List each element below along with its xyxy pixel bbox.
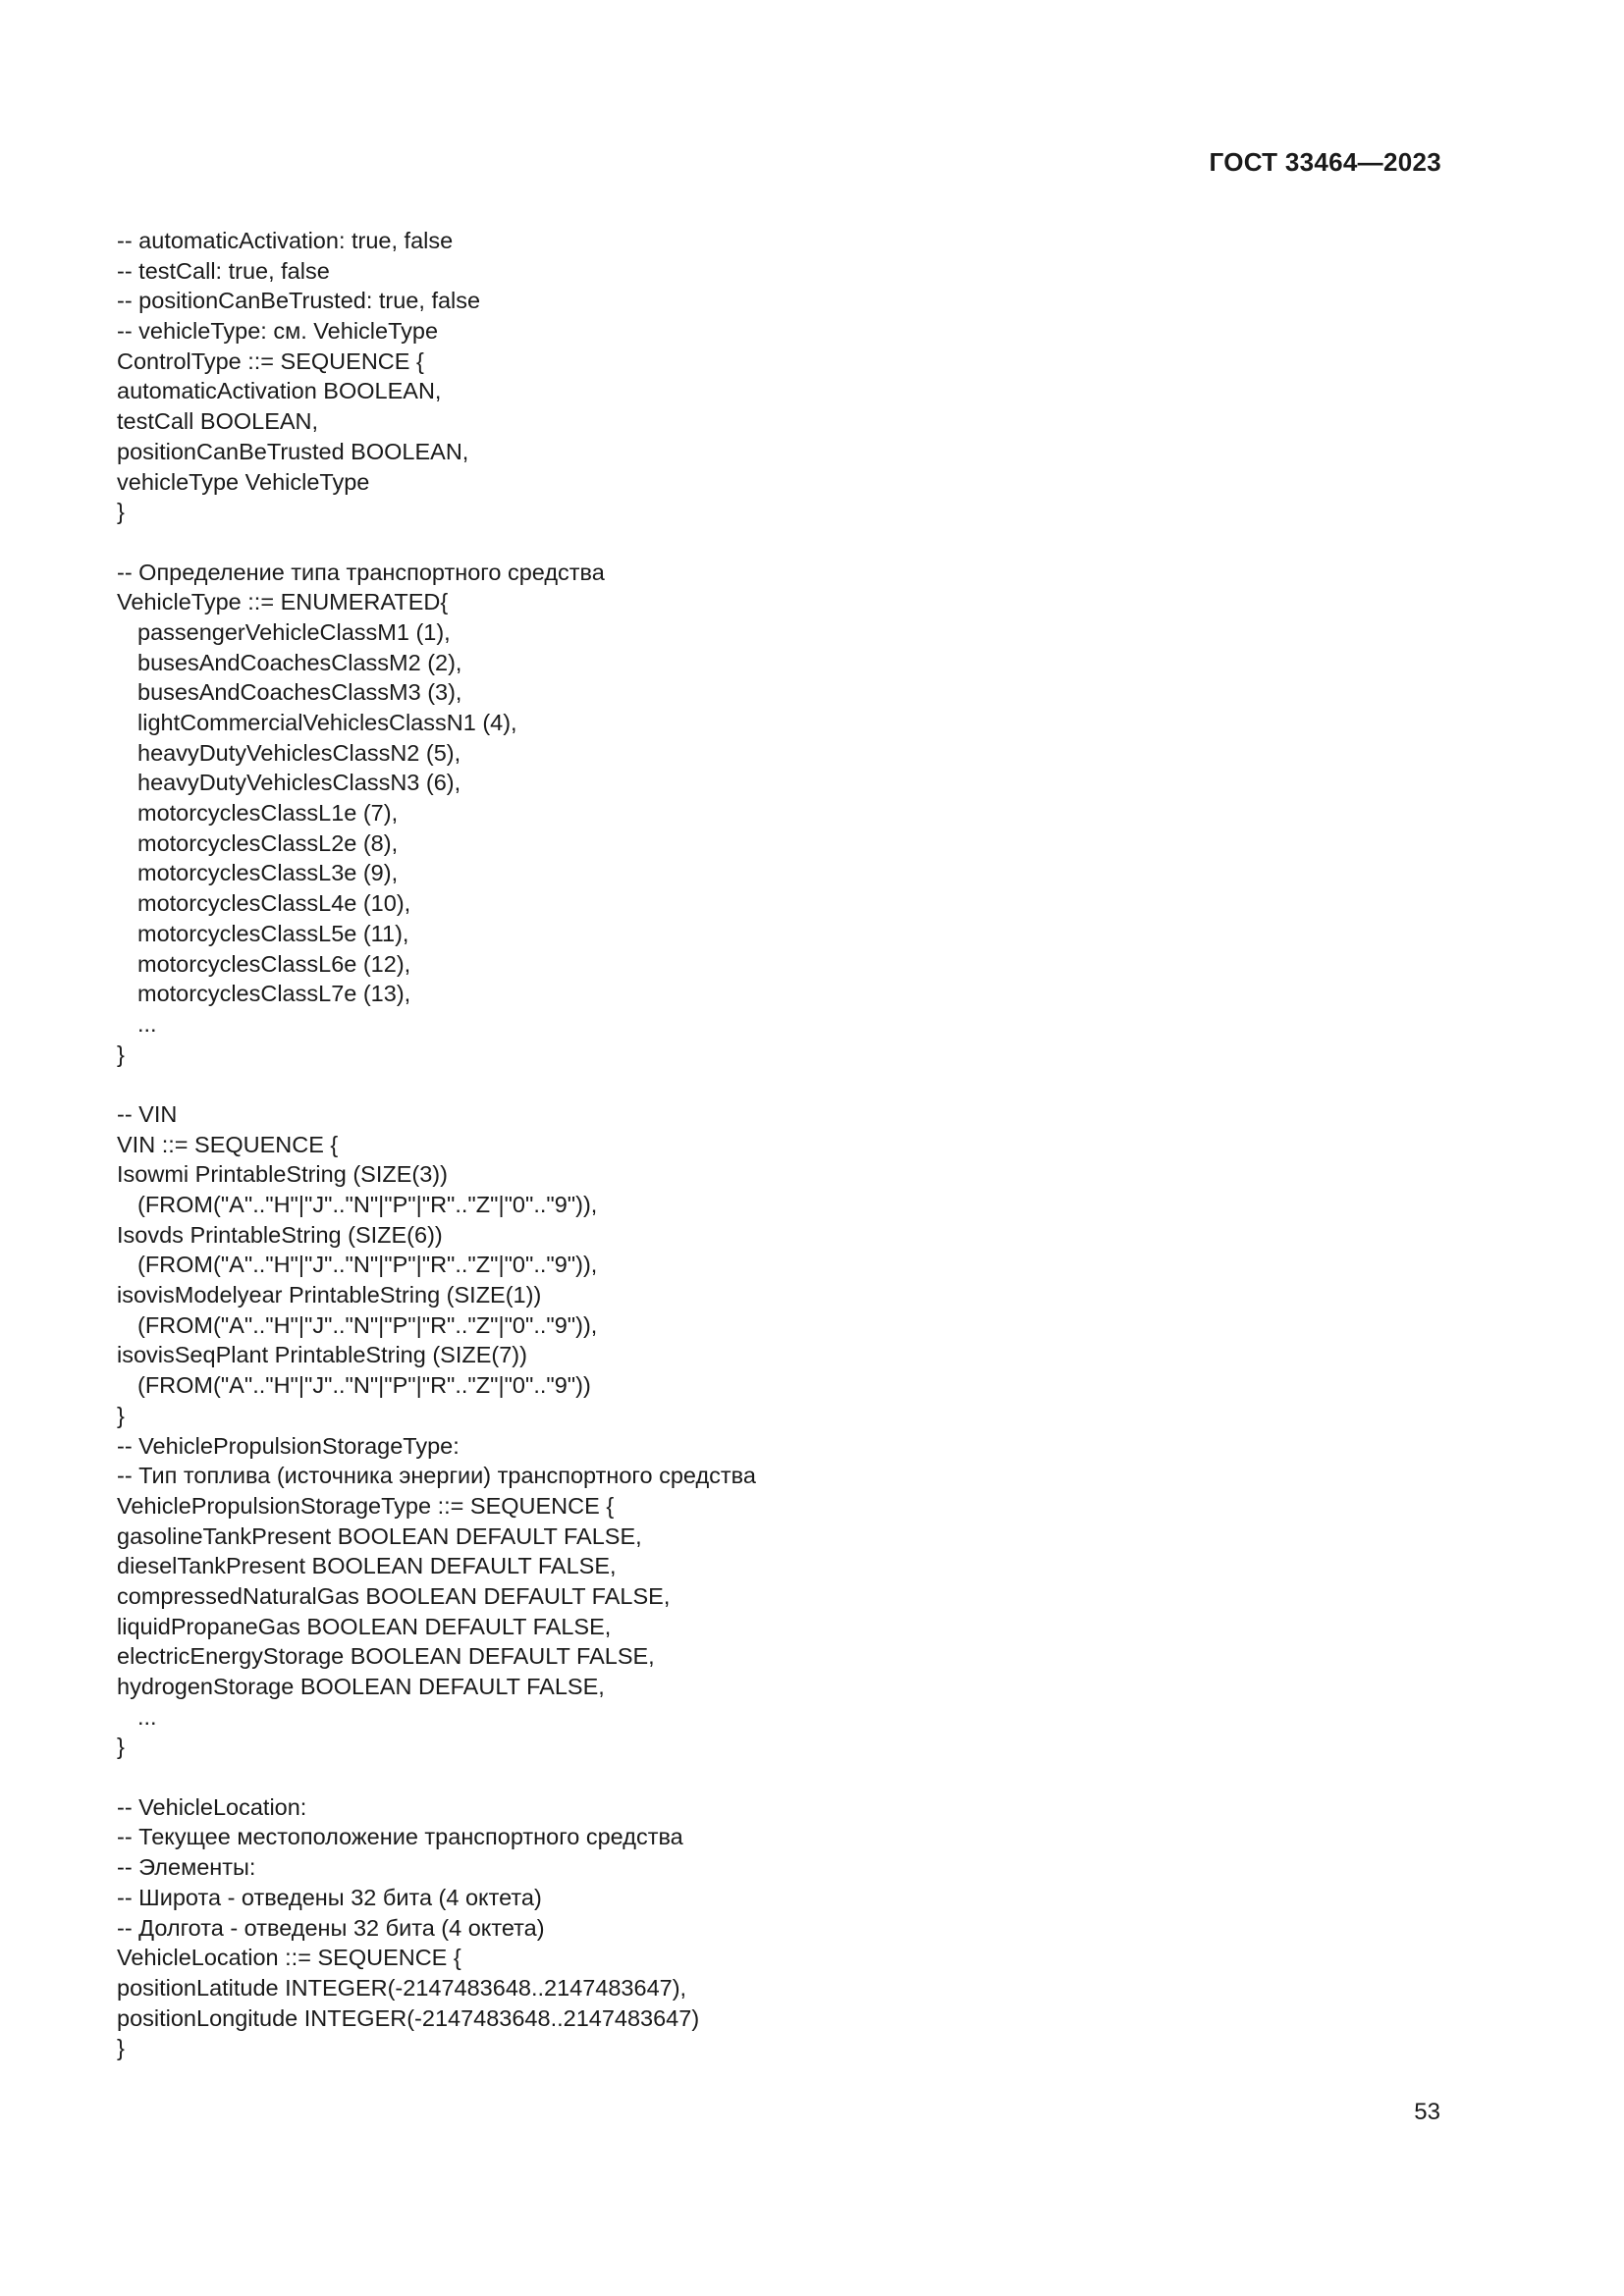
code-line: busesAndCoachesClassM3 (3), <box>137 679 462 706</box>
code-line: -- VehiclePropulsionStorageType: <box>117 1432 460 1459</box>
code-line: vehicleType VehicleType <box>117 468 370 495</box>
code-line: VIN ::= SEQUENCE { <box>117 1131 339 1157</box>
code-line: (FROM("A".."H"|"J".."N"|"P"|"R".."Z"|"0".."9")), <box>137 1252 598 1278</box>
code-line: motorcyclesClassL3e (9), <box>137 860 399 886</box>
code-line: -- Тип топлива (источника энергии) транспортного средства <box>117 1463 756 1489</box>
code-line: compressedNaturalGas BOOLEAN DEFAULT FALSE, <box>117 1582 671 1609</box>
code-line: ... <box>137 1010 157 1037</box>
code-line: gasolineTankPresent BOOLEAN DEFAULT FALSE, <box>117 1522 642 1549</box>
code-line: VehicleLocation ::= SEQUENCE { <box>117 1945 461 1971</box>
code-line: ControlType ::= SEQUENCE { <box>117 347 424 374</box>
blank-line <box>117 1069 1472 1099</box>
code-line: positionCanBeTrusted BOOLEAN, <box>117 438 469 464</box>
code-line: } <box>117 499 125 525</box>
blank-line <box>117 527 1472 558</box>
code-line: } <box>117 2035 125 2061</box>
code-line: lightCommercialVehiclesClassN1 (4), <box>137 710 517 735</box>
code-line: } <box>117 1402 125 1428</box>
code-line: motorcyclesClassL2e (8), <box>137 829 399 856</box>
code-line: -- Элементы: <box>117 1854 256 1881</box>
code-line: -- Долгота - отведены 32 бита (4 октета) <box>117 1914 545 1941</box>
code-line: liquidPropaneGas BOOLEAN DEFAULT FALSE, <box>117 1613 612 1639</box>
code-line: isovisSeqPlant PrintableString (SIZE(7)) <box>117 1342 527 1368</box>
code-line: } <box>117 1041 125 1067</box>
code-line: dieselTankPresent BOOLEAN DEFAULT FALSE, <box>117 1553 617 1579</box>
code-line: -- Текущее местоположение транспортного средства <box>117 1824 683 1850</box>
code-line: (FROM("A".."H"|"J".."N"|"P"|"R".."Z"|"0".."9")), <box>137 1311 598 1338</box>
code-line: (FROM("A".."H"|"J".."N"|"P"|"R".."Z"|"0".."9")) <box>137 1372 591 1399</box>
asn1-code-listing <box>117 226 1472 2063</box>
code-line: -- vehicleType: см. VehicleType <box>117 318 439 345</box>
code-line: -- VehicleLocation: <box>117 1793 307 1820</box>
code-line: -- Широта - отведены 32 бита (4 октета) <box>117 1884 542 1910</box>
code-line: busesAndCoachesClassM2 (2), <box>137 649 462 675</box>
code-line: heavyDutyVehiclesClassN3 (6), <box>137 770 461 796</box>
code-line: motorcyclesClassL7e (13), <box>137 981 411 1007</box>
code-line: hydrogenStorage BOOLEAN DEFAULT FALSE, <box>117 1674 605 1699</box>
code-line: motorcyclesClassL1e (7), <box>137 800 399 827</box>
code-line: testCall BOOLEAN, <box>117 408 319 435</box>
code-line: automaticActivation BOOLEAN, <box>117 378 442 404</box>
code-line: Isowmi PrintableString (SIZE(3)) <box>117 1161 448 1188</box>
code-line: positionLatitude INTEGER(-2147483648..2147483647), <box>117 1974 687 2001</box>
code-line: motorcyclesClassL4e (10), <box>137 890 411 917</box>
code-line: VehiclePropulsionStorageType ::= SEQUENCE { <box>117 1492 615 1519</box>
code-line: } <box>117 1734 125 1760</box>
code-line: motorcyclesClassL5e (11), <box>137 920 409 946</box>
code-line: ... <box>137 1703 157 1730</box>
code-line: -- testCall: true, false <box>117 257 330 284</box>
code-line: (FROM("A".."H"|"J".."N"|"P"|"R".."Z"|"0".."9")), <box>137 1192 598 1217</box>
code-line: -- positionCanBeTrusted: true, false <box>117 288 481 314</box>
code-line: positionLongitude INTEGER(-2147483648..2147483647) <box>117 2004 700 2031</box>
page-number: 53 <box>1414 2099 1440 2125</box>
code-line: isovisModelyear PrintableString (SIZE(1)) <box>117 1282 542 1308</box>
code-line: -- automaticActivation: true, false <box>117 228 454 253</box>
code-line: Isovds PrintableString (SIZE(6)) <box>117 1221 443 1248</box>
code-line: -- Определение типа транспортного средства <box>117 559 605 585</box>
blank-line <box>117 1762 1472 1792</box>
code-line: heavyDutyVehiclesClassN2 (5), <box>137 739 461 766</box>
code-line: electricEnergyStorage BOOLEAN DEFAULT FALSE, <box>117 1643 655 1670</box>
document-header-standard: ГОСТ 33464—2023 <box>1209 147 1441 177</box>
code-line: -- VIN <box>117 1100 178 1127</box>
code-line: passengerVehicleClassM1 (1), <box>137 618 451 645</box>
code-line: VehicleType ::= ENUMERATED{ <box>117 589 449 615</box>
code-line: motorcyclesClassL6e (12), <box>137 950 411 977</box>
